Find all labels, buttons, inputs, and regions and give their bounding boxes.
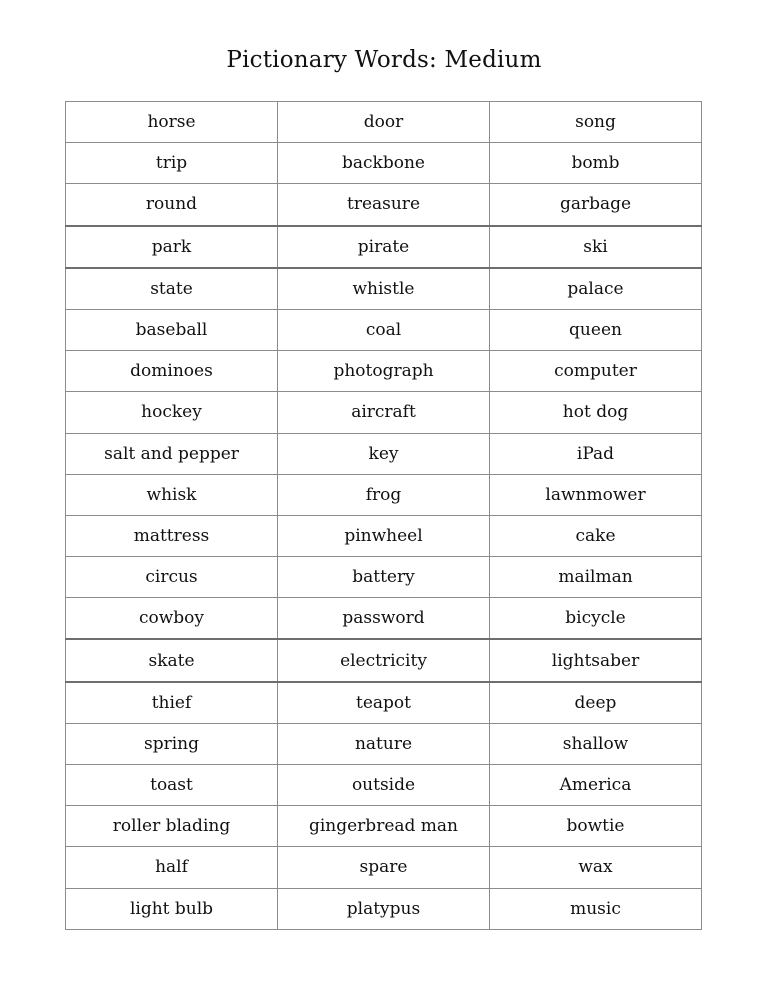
word-cell: iPad <box>490 433 702 474</box>
word-cell: spring <box>66 723 278 764</box>
table-row <box>66 433 702 474</box>
word-cell: pinwheel <box>278 515 490 556</box>
word-cell: cake <box>490 515 702 556</box>
table-row <box>66 226 702 268</box>
word-cell: cowboy <box>66 598 278 640</box>
word-cell: electricity <box>278 639 490 681</box>
word-cell: frog <box>278 474 490 515</box>
word-cell: aircraft <box>278 392 490 433</box>
table-row <box>66 515 702 556</box>
word-cell: teapot <box>278 682 490 724</box>
word-cell: America <box>490 765 702 806</box>
word-cell: nature <box>278 723 490 764</box>
word-cell: ski <box>490 226 702 268</box>
word-cell: salt and pepper <box>66 433 278 474</box>
word-cell: lightsaber <box>490 639 702 681</box>
word-cell: computer <box>490 351 702 392</box>
word-cell: outside <box>278 765 490 806</box>
word-cell: deep <box>490 682 702 724</box>
word-cell: state <box>66 268 278 310</box>
table-row <box>66 309 702 350</box>
table-row <box>66 847 702 888</box>
table-row <box>66 598 702 640</box>
word-cell: roller blading <box>66 806 278 847</box>
word-cell: door <box>278 102 490 143</box>
word-cell: half <box>66 847 278 888</box>
word-cell: lawnmower <box>490 474 702 515</box>
word-cell: bicycle <box>490 598 702 640</box>
table-row <box>66 268 702 310</box>
word-table <box>65 101 702 930</box>
word-cell: whistle <box>278 268 490 310</box>
word-cell: thief <box>66 682 278 724</box>
word-cell: platypus <box>278 888 490 929</box>
word-cell: light bulb <box>66 888 278 929</box>
table-row <box>66 723 702 764</box>
table-row <box>66 474 702 515</box>
word-cell: spare <box>278 847 490 888</box>
word-cell: treasure <box>278 184 490 226</box>
word-cell: skate <box>66 639 278 681</box>
table-row <box>66 184 702 226</box>
table-row <box>66 392 702 433</box>
word-cell: key <box>278 433 490 474</box>
word-cell: coal <box>278 309 490 350</box>
table-row <box>66 682 702 724</box>
word-cell: shallow <box>490 723 702 764</box>
word-cell: song <box>490 102 702 143</box>
word-cell: mattress <box>66 515 278 556</box>
table-row <box>66 557 702 598</box>
word-cell: hot dog <box>490 392 702 433</box>
word-cell: backbone <box>278 143 490 184</box>
word-cell: music <box>490 888 702 929</box>
word-cell: palace <box>490 268 702 310</box>
word-cell: pirate <box>278 226 490 268</box>
word-cell: bowtie <box>490 806 702 847</box>
table-row <box>66 143 702 184</box>
word-cell: horse <box>66 102 278 143</box>
table-row <box>66 102 702 143</box>
word-cell: circus <box>66 557 278 598</box>
word-cell: gingerbread man <box>278 806 490 847</box>
table-row <box>66 351 702 392</box>
word-cell: photograph <box>278 351 490 392</box>
word-cell: toast <box>66 765 278 806</box>
word-cell: dominoes <box>66 351 278 392</box>
word-cell: battery <box>278 557 490 598</box>
table-row <box>66 639 702 681</box>
table-row <box>66 888 702 929</box>
word-cell: baseball <box>66 309 278 350</box>
word-cell: wax <box>490 847 702 888</box>
word-cell: password <box>278 598 490 640</box>
word-cell: mailman <box>490 557 702 598</box>
word-cell: whisk <box>66 474 278 515</box>
word-cell: trip <box>66 143 278 184</box>
word-cell: park <box>66 226 278 268</box>
word-cell: round <box>66 184 278 226</box>
word-cell: queen <box>490 309 702 350</box>
word-cell: garbage <box>490 184 702 226</box>
table-row <box>66 765 702 806</box>
word-cell: bomb <box>490 143 702 184</box>
page-title: Pictionary Words: Medium <box>226 47 542 73</box>
table-row <box>66 806 702 847</box>
word-cell: hockey <box>66 392 278 433</box>
